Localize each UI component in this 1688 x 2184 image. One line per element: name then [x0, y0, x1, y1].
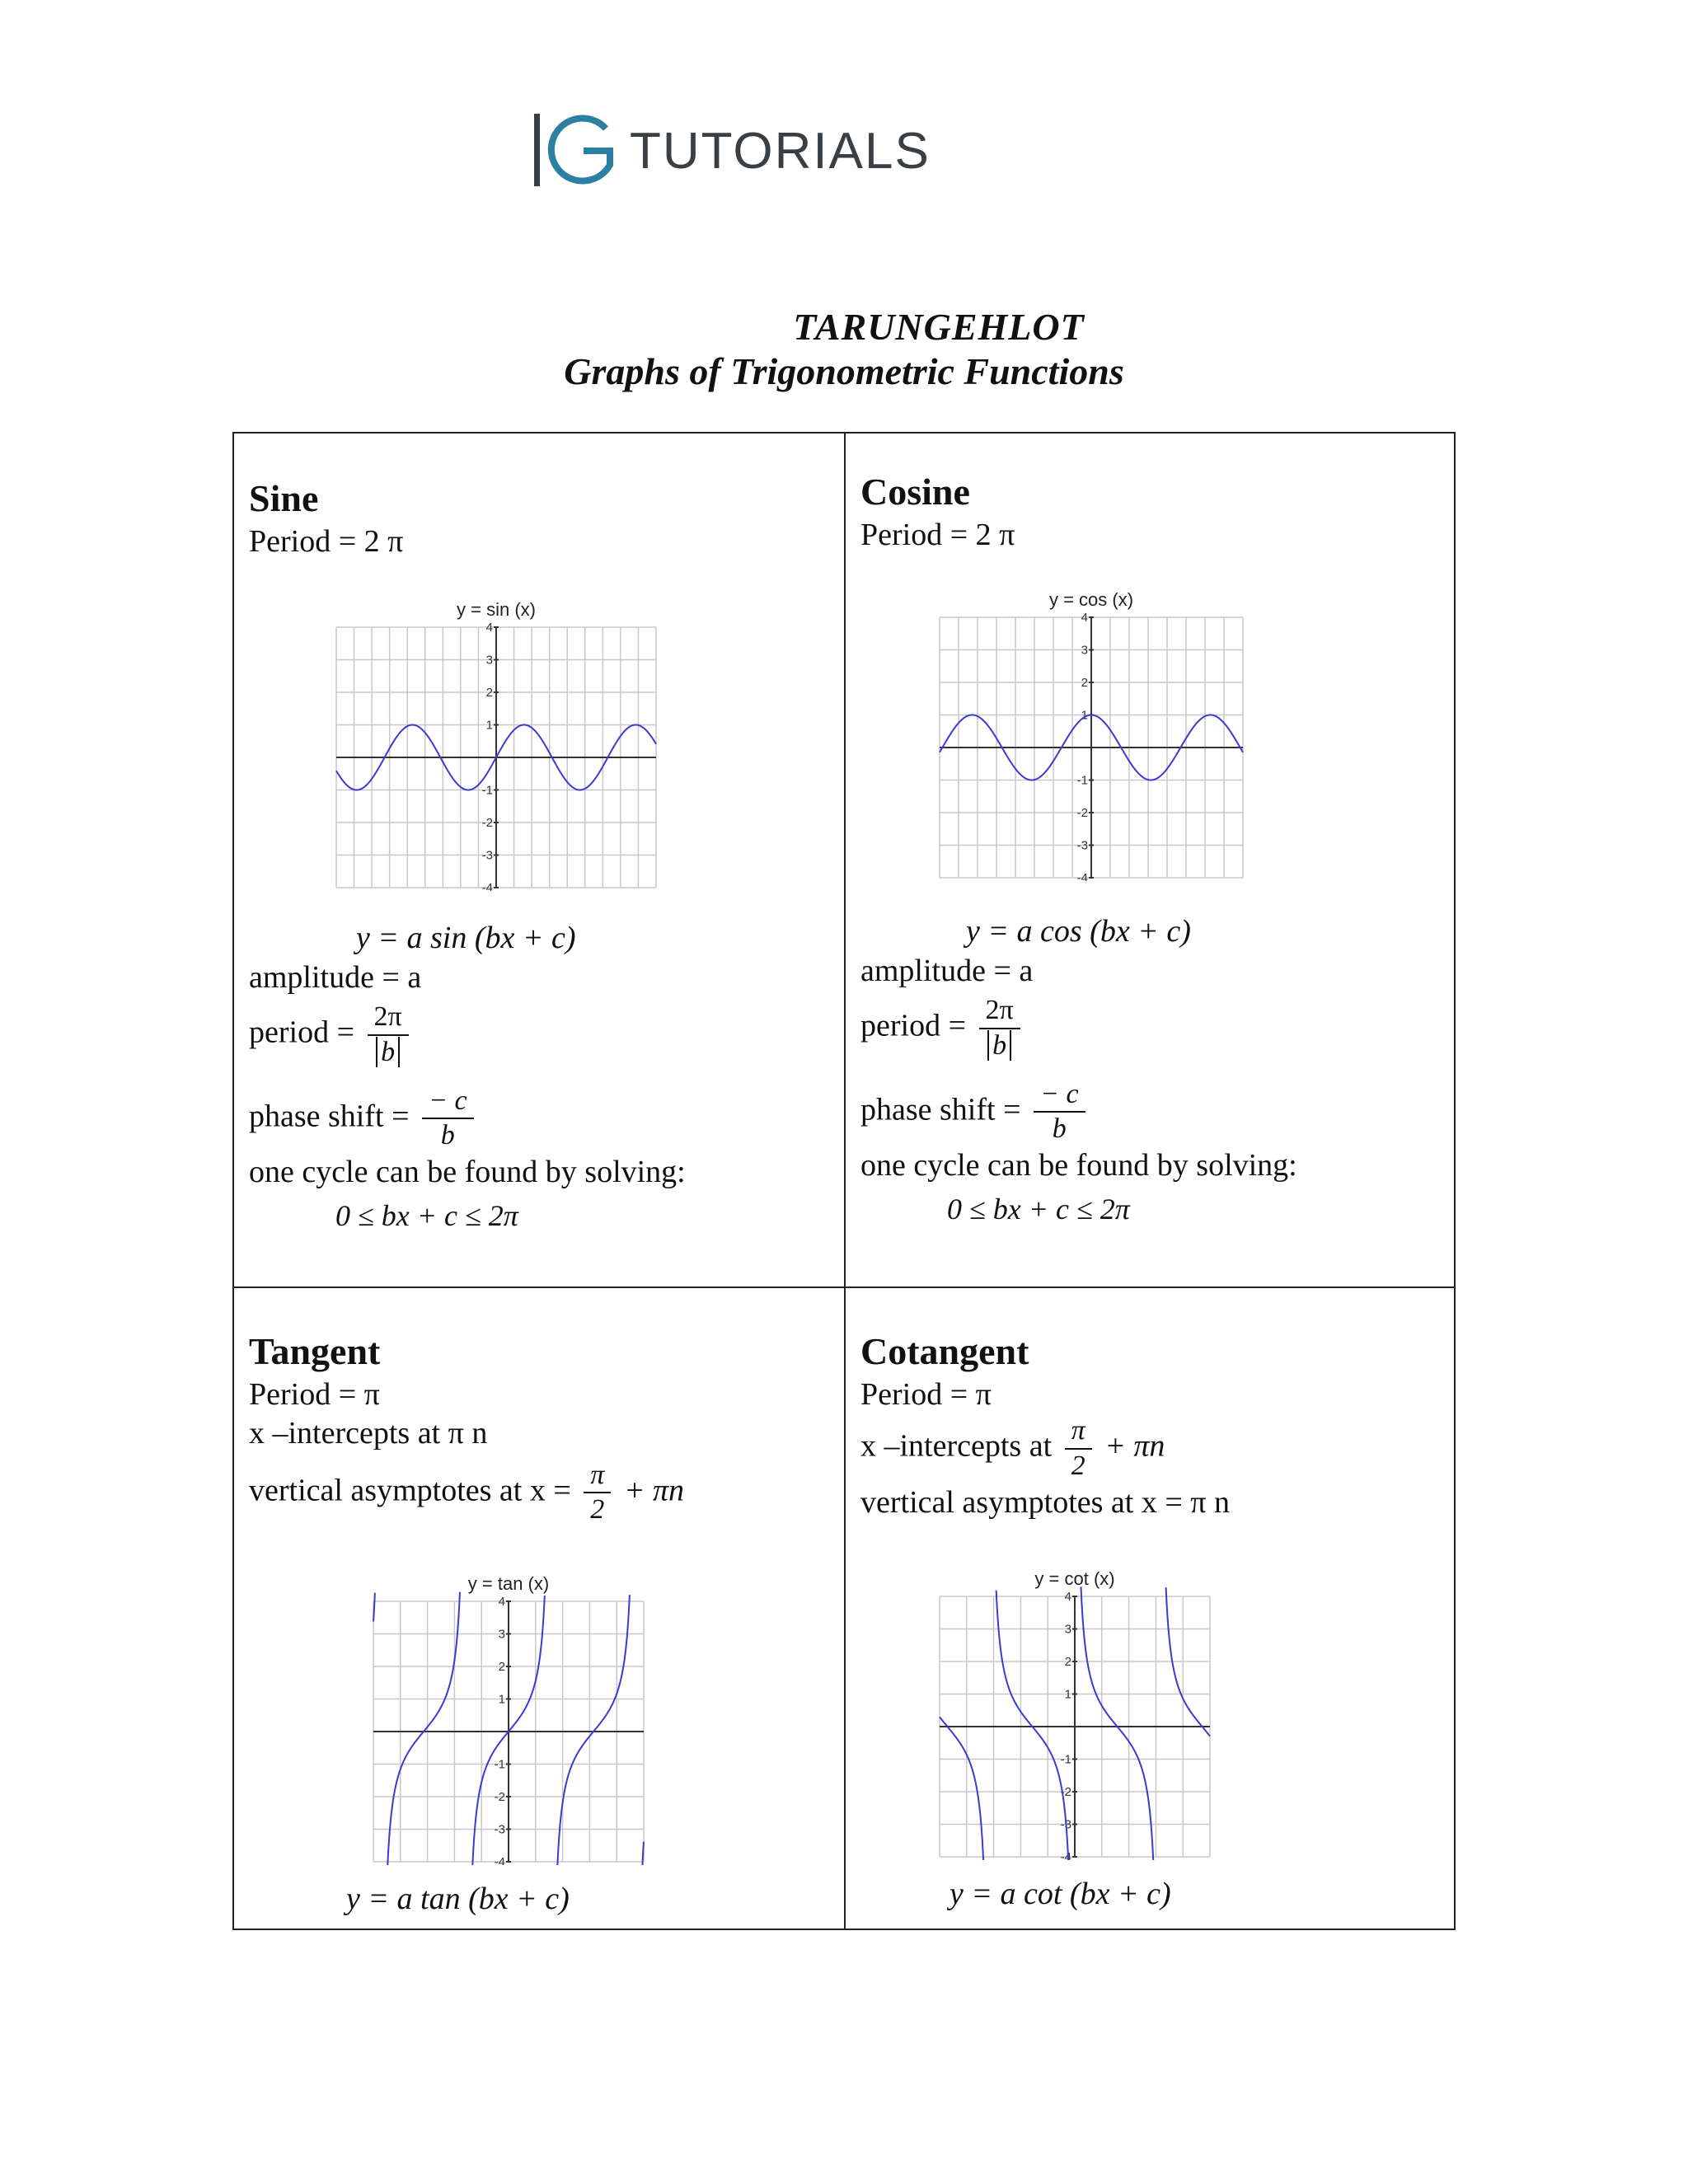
cosine-phase-num: − c	[1034, 1078, 1085, 1113]
graph-title: y = cot (x)	[1034, 1568, 1115, 1590]
sine-period-fraction	[368, 1001, 409, 1070]
cosine-phase-shift	[860, 1078, 1454, 1147]
y-tick-label: -4	[1076, 871, 1088, 881]
tangent-asymptote-label: vertical asymptotes at x =	[249, 1473, 571, 1508]
sine-cell	[249, 475, 842, 1235]
y-tick-label: 2	[1064, 1655, 1071, 1670]
sine-cycle-text: one cycle can be found by solving:	[249, 1155, 686, 1190]
y-tick-label: 2	[498, 1660, 505, 1675]
cosine-period-formula	[860, 994, 1454, 1063]
cosine-period: Period = 2 π	[860, 517, 1015, 552]
y-tick-label: 3	[1064, 1622, 1071, 1637]
cotangent-intercepts	[860, 1414, 1454, 1483]
tangent-asymptotes	[249, 1459, 842, 1528]
cosine-phase-den: b	[1052, 1113, 1067, 1145]
cosine-period-label: period =	[860, 1008, 967, 1043]
y-tick-label: -1	[481, 783, 493, 798]
cotangent-graph	[935, 1563, 1215, 1860]
y-tick-label: -3	[481, 848, 493, 863]
sine-inequality: 0 ≤ bx + c ≤ 2π	[335, 1198, 518, 1232]
tangent-intercepts: x –intercepts at π n	[249, 1416, 488, 1451]
tangent-asym-tail: + πn	[623, 1473, 684, 1508]
cotangent-intercepts-label: x –intercepts at	[860, 1428, 1053, 1464]
cotangent-cell	[860, 1328, 1454, 1915]
sine-amplitude: amplitude = a	[249, 959, 422, 995]
y-tick-label: 1	[1064, 1687, 1071, 1702]
y-tick-label: -4	[494, 1855, 505, 1866]
cosine-period-den: b	[987, 1030, 1011, 1061]
y-tick-label: -4	[481, 881, 493, 891]
tangent-asym-num: π	[584, 1459, 611, 1494]
y-tick-label: 4	[485, 621, 493, 635]
y-tick-label: -2	[1076, 806, 1088, 820]
document-author: TARUNGEHLOT	[793, 306, 1085, 348]
y-tick-label: -1	[1076, 773, 1088, 788]
tangent-heading: Tangent	[249, 1330, 381, 1372]
table-divider-vertical	[844, 434, 846, 1929]
graph-title: y = sin (x)	[457, 599, 536, 620]
y-tick-label: 2	[1081, 676, 1088, 690]
sine-heading: Sine	[249, 477, 319, 519]
cosine-inequality: 0 ≤ bx + c ≤ 2π	[947, 1192, 1130, 1226]
logo-text: TUTORIALS	[630, 122, 931, 180]
cosine-cell	[860, 468, 1454, 1228]
y-tick-label: -1	[494, 1757, 505, 1772]
logo	[528, 105, 931, 196]
sine-formula: y = a sin (bx + c)	[356, 921, 576, 955]
cotangent-asymptotes: vertical asymptotes at x = π n	[860, 1484, 1230, 1520]
cosine-phase-fraction	[1034, 1078, 1085, 1147]
sine-phase-num: − c	[422, 1085, 474, 1120]
cotangent-int-den: 2	[1071, 1450, 1085, 1481]
y-tick-label: 1	[498, 1692, 505, 1707]
cosine-period-fraction	[979, 994, 1020, 1063]
sine-graph	[331, 594, 661, 891]
y-tick-label: -3	[1060, 1817, 1071, 1832]
tangent-formula: y = a tan (bx + c)	[346, 1882, 570, 1917]
tg-logo-mark	[528, 105, 626, 196]
sine-phase-fraction	[422, 1085, 474, 1154]
sine-phase-den: b	[440, 1120, 455, 1151]
y-tick-label: 4	[1081, 611, 1088, 625]
y-tick-label: 3	[1081, 643, 1088, 658]
y-tick-label: -3	[1076, 838, 1088, 853]
sine-period-den: b	[376, 1037, 400, 1067]
sine-period-num: 2π	[368, 1001, 409, 1036]
cotangent-heading: Cotangent	[860, 1330, 1029, 1372]
sine-period-formula	[249, 1001, 842, 1070]
y-tick-label: -2	[1060, 1785, 1071, 1800]
cotangent-formula: y = a cot (bx + c)	[950, 1877, 1171, 1912]
graph-title: y = cos (x)	[1048, 589, 1134, 610]
tangent-asym-den: 2	[590, 1494, 605, 1526]
sine-period-label: period =	[249, 1015, 355, 1050]
y-tick-label: -1	[1060, 1752, 1071, 1767]
y-tick-label: 2	[485, 686, 493, 700]
tangent-cell	[249, 1328, 842, 1919]
cosine-formula: y = a cos (bx + c)	[966, 914, 1191, 949]
cosine-graph	[935, 584, 1248, 881]
y-tick-label: 4	[498, 1595, 505, 1610]
cosine-amplitude: amplitude = a	[860, 953, 1034, 988]
cosine-phase-label: phase shift =	[860, 1092, 1021, 1127]
sine-phase-label: phase shift =	[249, 1099, 410, 1134]
tangent-graph	[368, 1568, 649, 1865]
cosine-period-num: 2π	[979, 994, 1020, 1029]
tangent-period: Period = π	[249, 1376, 380, 1412]
y-tick-label: 3	[485, 653, 493, 668]
cosine-heading: Cosine	[860, 471, 970, 513]
y-tick-label: -2	[481, 816, 493, 830]
y-tick-label: -4	[1060, 1850, 1071, 1861]
functions-table	[232, 432, 1456, 1930]
sine-phase-shift	[249, 1085, 842, 1154]
document-title: Graphs of Trigonometric Functions	[564, 350, 1124, 392]
y-tick-label: -3	[494, 1822, 505, 1837]
y-tick-label: 1	[1081, 708, 1088, 723]
graph-title: y = tan (x)	[467, 1573, 550, 1595]
cosine-cycle-text: one cycle can be found by solving:	[860, 1148, 1297, 1183]
cotangent-int-tail: + πn	[1104, 1428, 1165, 1464]
cotangent-period: Period = π	[860, 1376, 992, 1412]
cotangent-int-num: π	[1065, 1414, 1092, 1450]
y-tick-label: 1	[485, 718, 493, 733]
tangent-asymptote-fraction	[584, 1459, 611, 1528]
cotangent-intercepts-fraction	[1065, 1414, 1092, 1483]
sine-period: Period = 2 π	[249, 523, 404, 559]
y-tick-label: 4	[1064, 1590, 1071, 1605]
table-divider-horizontal	[234, 1286, 1454, 1288]
y-tick-label: 3	[498, 1627, 505, 1642]
y-tick-label: -2	[494, 1790, 505, 1805]
